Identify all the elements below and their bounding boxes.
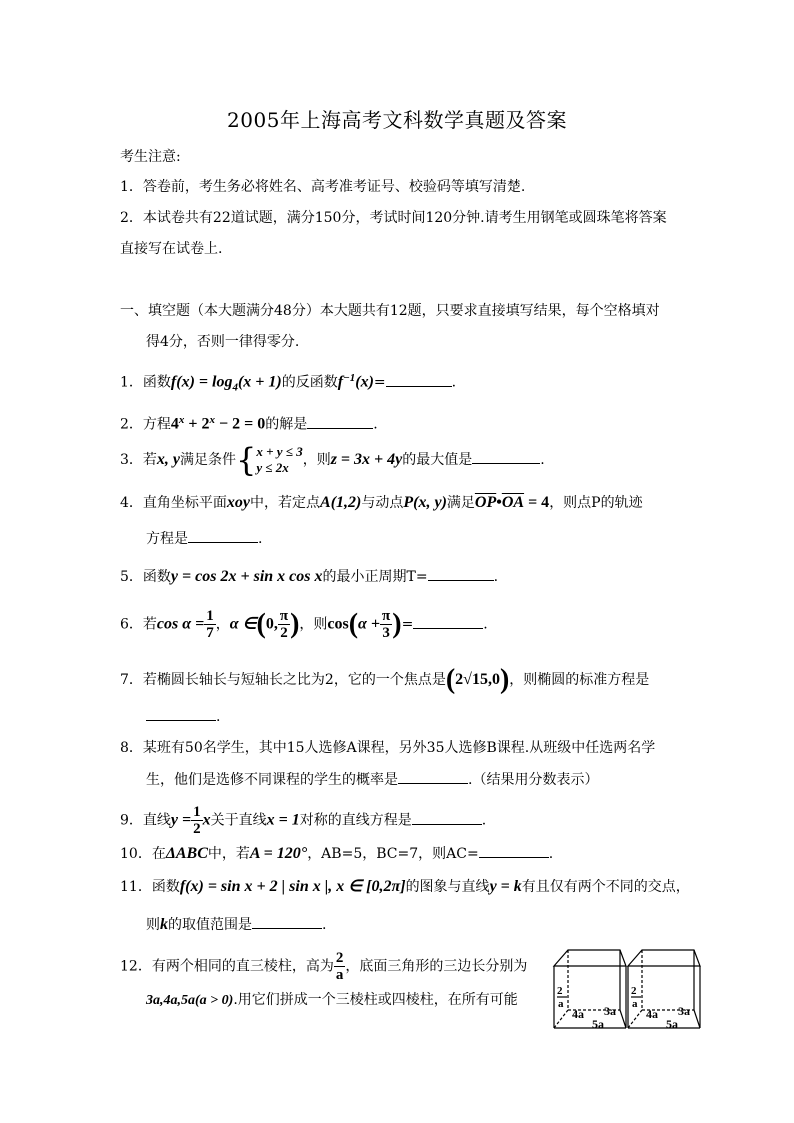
- left-brace: {: [236, 441, 257, 479]
- question-3: 3．若x, y满足条件{ x + y ≤ 3 y ≤ 2x ，则z = 3x + 4y的最大值是 .: [120, 441, 545, 479]
- edge-label-5a-right: 5a: [666, 1017, 678, 1031]
- question-9: 9．直线y = $\frac{1}{2}$ x关于直线x = 1对称的直线方程是 .: [120, 804, 487, 837]
- question-1: 1．函数$f(x) = \log_4(x + 1)$的反函数$f^{-1}(x)=$ .: [120, 372, 457, 394]
- constraint-system: x + y ≤ 3 y ≤ 2x: [256, 444, 303, 475]
- fraction: $\frac{2}{a}$: [335, 950, 344, 983]
- answer-blank[interactable]: [479, 843, 549, 858]
- svg-text:a: a: [558, 998, 564, 1010]
- section-instructions: 得4分，否则一律得零分.: [146, 334, 300, 350]
- answer-blank[interactable]: [398, 769, 468, 784]
- fraction: $\frac{\pi}{2}$: [279, 608, 289, 641]
- notice-item-2: 2．本试卷共有22道试题，满分150分，考试时间120分钟.请考生用钢笔或圆珠笔将答案: [120, 210, 667, 226]
- question-8: 8．某班有50名学生，其中15人选修A课程，另外35人选修B课程.从班级中任选两名学: [120, 740, 656, 756]
- svg-text:a: a: [632, 998, 638, 1010]
- question-12: 12．有两个相同的直三棱柱，高为 $\frac{2}{a}$ ，底面三角形的三边长分别为: [120, 950, 528, 983]
- question-10: 10．在ΔABC中，若A = 120°，AB=5，BC=7，则AC= .: [120, 845, 554, 862]
- height-label-right: 2: [631, 985, 637, 997]
- notice-item-1: 1．答卷前，考生务必将姓名、高考准考证号、校验码等填写清楚.: [120, 179, 526, 195]
- answer-blank[interactable]: [428, 566, 494, 581]
- question-11-cont: 则k的取值范围是 .: [146, 916, 327, 933]
- page-title: 2005年上海高考文科数学真题及答案: [227, 108, 567, 132]
- question-4: 4．直角坐标平面xoy中，若定点A(1,2)与动点P(x, y)满足$\overline{OP}•\overline{OA} = 4$，则点P的轨迹: [120, 494, 643, 511]
- question-4-cont: 方程是 .: [146, 528, 262, 548]
- answer-blank[interactable]: [472, 449, 540, 464]
- fraction: $\frac{1}{7}$: [206, 608, 214, 641]
- edge-label-3a-left: 3a: [604, 1004, 616, 1018]
- fraction: $\frac{1}{2}$: [193, 804, 201, 837]
- question-7: 7．若椭圆长轴长与短轴长之比为2，它的一个焦点是(2√15,0)，则椭圆的标准方程是: [120, 664, 650, 695]
- fraction: $\frac{\pi}{3}$: [382, 608, 391, 641]
- question-7-cont: .: [146, 706, 220, 726]
- answer-blank[interactable]: [188, 528, 258, 543]
- edge-label-4a-right: 4a: [646, 1007, 658, 1021]
- answer-blank[interactable]: [412, 810, 482, 825]
- section-heading: 一、填空题（本大题满分48分）本大题共有12题，只要求直接填写结果，每个空格填对: [120, 303, 660, 319]
- answer-blank[interactable]: [146, 706, 216, 721]
- answer-blank[interactable]: [252, 914, 322, 929]
- answer-blank[interactable]: [413, 614, 483, 629]
- edge-label-3a-right: 3a: [678, 1004, 690, 1018]
- edge-label-4a-left: 4a: [572, 1007, 584, 1021]
- notice-heading: 考生注意:: [120, 149, 181, 165]
- answer-blank[interactable]: [386, 372, 452, 387]
- question-8-cont: 生，他们是选修不同课程的学生的概率是 .（结果用分数表示）: [146, 769, 598, 789]
- edge-label-5a-left: 5a: [592, 1017, 604, 1031]
- height-label-left: 2: [557, 985, 563, 997]
- question-2: 2．方程$4^x + 2^x - 2 = 0$的解是 .: [120, 414, 378, 433]
- question-11: 11．函数f(x) = sin x + 2 | sin x |, x ∈ [0,2π]的图象与直线y = k有且仅有两个不同的交点，: [120, 878, 690, 895]
- question-6: 6．若cos α = $\frac{1}{7}$ ，α ∈(0, $\frac{\pi}{2}$ )，则cos(α + $\frac{\pi}{3}$ )= .: [120, 608, 488, 641]
- question-12-cont: 3a,4a,5a(a > 0).用它们拼成一个三棱柱或四棱柱，在所有可能: [146, 992, 518, 1008]
- prism-figure: [548, 944, 704, 1034]
- question-5: 5．函数y = cos 2x + sin x cos x的最小正周期T= .: [120, 568, 499, 585]
- answer-blank[interactable]: [307, 414, 373, 429]
- notice-item-2-cont: 直接写在试卷上.: [120, 241, 223, 257]
